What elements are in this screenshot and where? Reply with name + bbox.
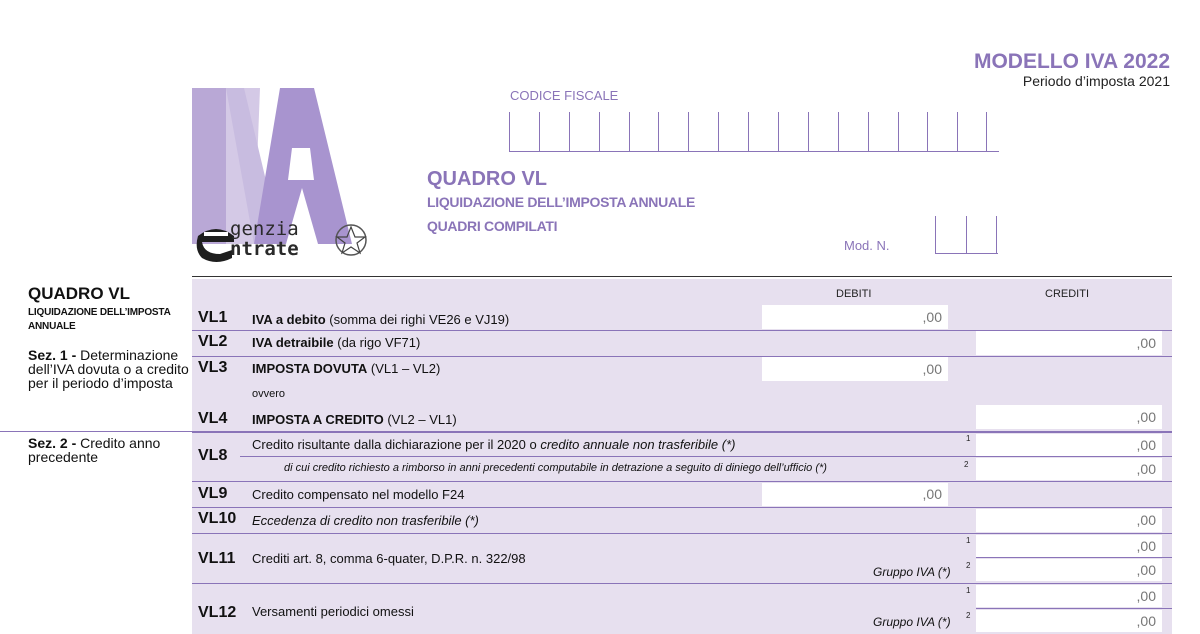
vl12-num2: 2 (966, 611, 971, 620)
sez2-label: Sez. 2 - (28, 435, 77, 451)
vl11-num1: 1 (966, 536, 971, 545)
vl4-crediti-field[interactable]: ,00 (976, 405, 1162, 429)
sez1-label: Sez. 1 - (28, 347, 77, 363)
periodo-imposta: Periodo d’imposta 2021 (1022, 73, 1170, 89)
vl9-desc: Credito compensato nel modello F24 (252, 487, 465, 502)
vl9-debiti-field[interactable]: ,00 (762, 483, 948, 506)
vl8-line1: Credito risultante dalla dichiarazione per il 2020 o credito annuale non trasferibile (*) (252, 437, 736, 452)
vl8-field1[interactable]: ,00 (976, 434, 1162, 456)
left-quadro-title: QUADRO VL (28, 284, 130, 303)
row-separator (192, 356, 1172, 357)
codice-fiscale-baseline (509, 151, 999, 152)
sez1-text: Determinazione dell’IVA dovuta o a credito per il periodo d’imposta (28, 347, 189, 391)
agency-line1: genzia (230, 218, 299, 240)
vl1-desc: IVA a debito (somma dei righi VE26 e VJ19) (252, 312, 510, 327)
ovvero-label: ovvero (252, 388, 286, 400)
vl3-desc: IMPOSTA DOVUTA (VL1 – VL2) (252, 361, 441, 376)
emblem-icon (334, 220, 368, 260)
vl11-field1[interactable]: ,00 (976, 535, 1162, 557)
vl1-code: VL1 (198, 309, 228, 326)
vl11-num2: 2 (966, 561, 971, 570)
left-divider (0, 431, 192, 432)
row-separator (240, 456, 1172, 457)
vl3-debiti-field[interactable]: ,00 (762, 357, 948, 381)
row-separator (192, 533, 1172, 534)
mod-n-baseline (935, 253, 998, 254)
codice-fiscale-input[interactable] (509, 112, 987, 152)
vl8-field2[interactable]: ,00 (976, 458, 1162, 480)
quadro-subtitle: LIQUIDAZIONE DELL’IMPOSTA ANNUALE (427, 194, 696, 210)
col-debiti: DEBITI (836, 288, 872, 300)
vl2-desc: IVA detraibile (da rigo VF71) (252, 335, 421, 350)
vl11-field2[interactable]: ,00 (976, 559, 1162, 581)
vl9-code: VL9 (198, 485, 228, 502)
vl2-crediti-field[interactable]: ,00 (976, 331, 1162, 355)
quadri-compilati-label: QUADRI COMPILATI (427, 218, 558, 234)
sez2-heading (28, 436, 178, 464)
vl8-line2: di cui credito richiesto a rimborso in anni precedenti computabile in detrazione a seguito di diniego dell’ufficio (*) (284, 462, 827, 474)
quadro-title: QUADRO VL (427, 168, 547, 190)
vl12-desc: Versamenti periodici omessi (252, 604, 414, 619)
row-separator (192, 583, 1172, 584)
vl8-code: VL8 (198, 447, 228, 464)
row-separator (976, 557, 1172, 558)
vl11-desc: Crediti art. 8, comma 6-quater, D.P.R. n. 322/98 (252, 551, 526, 566)
vl10-code: VL10 (198, 510, 237, 527)
modello-title: MODELLO IVA 2022 (973, 50, 1170, 73)
vl8-num1: 1 (966, 434, 971, 443)
vl11-gruppo-label: Gruppo IVA (*) (873, 565, 951, 579)
row-separator (192, 507, 1172, 508)
vl12-code: VL12 (198, 604, 237, 621)
col-crediti: CREDITI (1045, 288, 1089, 300)
vl2-code: VL2 (198, 333, 228, 350)
row-separator (192, 481, 1172, 482)
mod-n-label: Mod. N. (844, 238, 890, 253)
vl4-desc: IMPOSTA A CREDITO (VL2 – VL1) (252, 412, 457, 427)
vl12-field1[interactable]: ,00 (976, 585, 1162, 607)
vl4-code: VL4 (198, 410, 228, 427)
row-separator (976, 608, 1172, 609)
vl12-gruppo-label: Gruppo IVA (*) (873, 615, 951, 629)
agenzia-entrate-logo (194, 218, 369, 264)
codice-fiscale-label: CODICE FISCALE (510, 88, 619, 103)
sez1-heading (28, 348, 196, 390)
left-quadro-subtitle: LIQUIDAZIONE DELL’IMPOSTA ANNUALE (28, 307, 171, 332)
header-rule (192, 276, 1172, 277)
vl8-num2: 2 (964, 460, 969, 469)
vl11-code: VL11 (198, 550, 236, 567)
vl1-debiti-field[interactable]: ,00 (762, 305, 948, 329)
vl3-code: VL3 (198, 359, 228, 376)
vl12-num1: 1 (966, 586, 971, 595)
mod-n-input[interactable] (935, 216, 997, 254)
vl12-field2[interactable]: ,00 (976, 610, 1162, 632)
agency-line2: ntrate (230, 238, 299, 260)
vl10-crediti-field[interactable]: ,00 (976, 509, 1162, 532)
sez2-text: Credito anno precedente (28, 435, 161, 465)
vl10-desc: Eccedenza di credito non trasferibile (*) (252, 513, 479, 528)
